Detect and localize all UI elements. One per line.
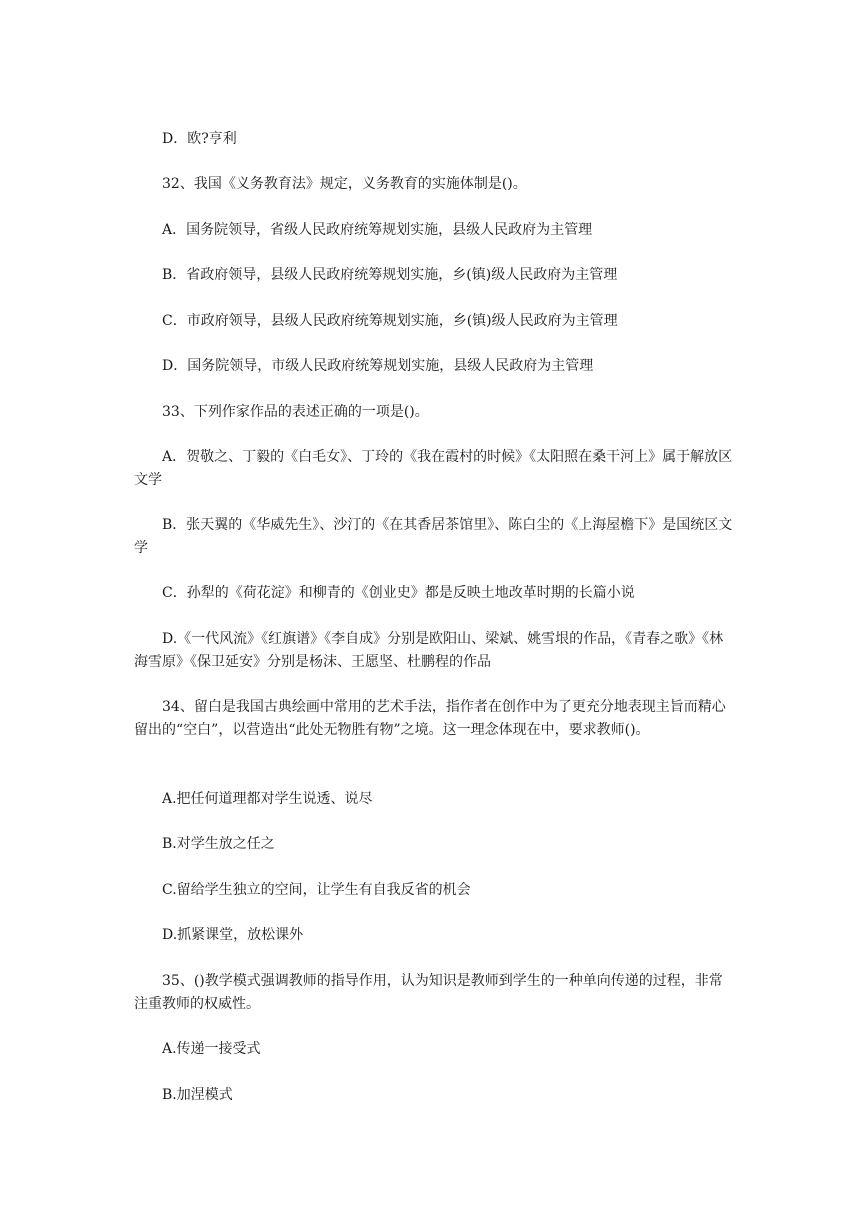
- q33-option-d: D.《一代风流》《红旗谱》《李自成》分别是欧阳山、梁斌、姚雪垠的作品，《青春之歌》《林海雪原》《保卫延安》分别是杨沫、王愿坚、杜鹏程的作品: [134, 631, 724, 670]
- q34-option-b: B.对学生放之任之: [162, 836, 275, 852]
- q33-option-b: B．张天翼的《华威先生》、沙汀的《在其香居茶馆里》、陈白尘的《上海屋檐下》是国统区文学: [134, 517, 733, 556]
- q34-stem: 34、留白是我国古典绘画中常用的艺术手法，指作者在创作中为了更充分地表现主旨而精心留出的“空白”，以营造出“此处无物胜有物”之境。这一理念体现在中，要求教师()。: [134, 699, 726, 738]
- q33-stem: 33、下列作家作品的表述正确的一项是()。: [162, 404, 429, 420]
- q32-option-b: B．省政府领导，县级人民政府统筹规划实施，乡(镇)级人民政府为主管理: [162, 267, 618, 283]
- q33-option-c: C．孙犁的《荷花淀》和柳青的《创业史》都是反映土地改革时期的长篇小说: [162, 585, 635, 601]
- q32-stem: 32、我国《义务教育法》规定，义务教育的实施体制是()。: [162, 176, 527, 192]
- q35-option-a: A.传递一接受式: [162, 1041, 261, 1057]
- q32-option-d: D．国务院领导，市级人民政府统筹规划实施，县级人民政府为主管理: [162, 358, 594, 374]
- q32-option-a: A．国务院领导，省级人民政府统筹规划实施，县级人民政府为主管理: [162, 222, 593, 238]
- q33-option-a: A．贺敬之、丁毅的《白毛女》、丁玲的《我在霞村的时候》《太阳照在桑干河上》属于解放区文学: [134, 449, 733, 488]
- q32-option-c: C．市政府领导，县级人民政府统筹规划实施，乡(镇)级人民政府为主管理: [162, 313, 618, 329]
- q34-option-c: C.留给学生独立的空间，让学生有自我反省的机会: [162, 882, 471, 898]
- q34-option-d: D.抓紧课堂，放松课外: [162, 927, 304, 943]
- q35-option-b: B.加涅模式: [162, 1087, 233, 1103]
- q35-stem: 35、()教学模式强调教师的指导作用，认为知识是教师到学生的一种单向传递的过程，非常注重教师的权威性。: [134, 973, 723, 1012]
- q34-option-a: A.把任何道理都对学生说透、说尽: [162, 791, 373, 807]
- q31-option-d: D．欧?亨利: [162, 131, 237, 147]
